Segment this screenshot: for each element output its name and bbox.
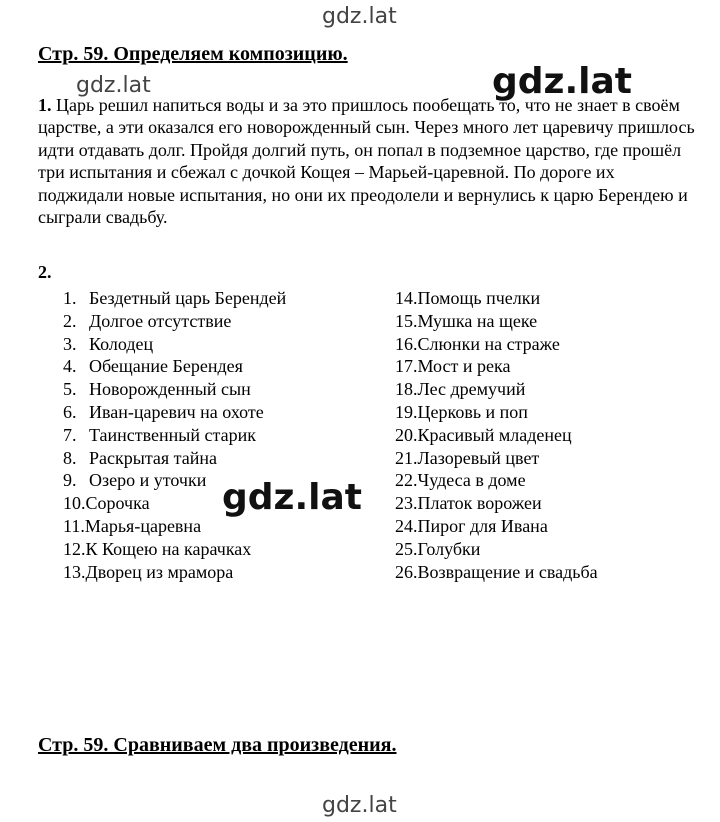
- plan-item-number: 15.: [395, 310, 418, 331]
- plan-item: [395, 561, 598, 584]
- plan-item: [63, 287, 286, 310]
- plan-item: [395, 469, 598, 492]
- answer-number-1: 1.: [38, 95, 52, 115]
- plan-item-number: 13.: [63, 561, 86, 582]
- plan-item-text: Бездетный царь Берендей: [89, 288, 287, 308]
- plan-item: [63, 378, 286, 401]
- plan-item-number: 24.: [395, 515, 418, 536]
- answer-number-2: 2.: [38, 262, 52, 282]
- plan-item-text: Раскрытая тайна: [89, 447, 218, 468]
- plan-item-number: 14.: [395, 288, 418, 308]
- plan-item-text: Иван-царевич на охоте: [89, 401, 264, 422]
- plan-item-text: Церковь и поп: [417, 401, 528, 422]
- watermark-top: gdz.lat: [322, 4, 397, 29]
- plan-item: [395, 378, 598, 401]
- plan-item-text: Голубки: [417, 538, 481, 559]
- plan-item-text: Долгое отсутствие: [89, 310, 232, 331]
- plan-item-number: 21.: [395, 447, 418, 468]
- plan-item-number: 7.: [63, 424, 77, 445]
- plan-item: [63, 333, 286, 356]
- plan-item-text: Пирог для Ивана: [417, 515, 548, 536]
- plan-item-text: Сорочка: [85, 493, 150, 514]
- plan-item-number: 2.: [63, 310, 77, 331]
- plan-item-text: Таинственный старик: [89, 424, 256, 445]
- plan-item: [395, 538, 598, 561]
- plan-item-number: 26.: [395, 561, 418, 582]
- plan-item-text: Возвращение и свадьба: [417, 561, 598, 582]
- plan-list-left: [63, 287, 286, 583]
- plan-item-text: Марья-царевна: [84, 515, 202, 536]
- plan-item-text: Дворец из мрамора: [85, 561, 234, 582]
- plan-item-text: Лес дремучий: [417, 379, 526, 400]
- answer-paragraph-1: [38, 94, 700, 228]
- plan-item: [63, 447, 286, 470]
- plan-item: [63, 401, 286, 424]
- plan-item-number: 10.: [63, 493, 86, 514]
- answer-text-1: Царь решил напиться воды и за это пришлось пообещать то, что не знает в своём царстве, а эти оказался его новорожденный сын. Через много лет царевичу пришлось идти отдавать долг. Пройдя долгий путь, он попал в подземное царство, где прошёл три испытания и сбежал с дочкой Кощея – Марьей-царевной. По дороге их поджидали новые испытания, но они их преодолели и вернулись к царю Берендею и сыграли свадьбу.: [38, 95, 695, 228]
- plan-item-text: Обещание Берендея: [89, 356, 243, 377]
- plan-item: [395, 355, 598, 378]
- plan-item-text: Платок ворожеи: [417, 493, 542, 514]
- plan-item-text: Колодец: [89, 333, 154, 354]
- plan-item-text: Помощь пчелки: [417, 288, 541, 308]
- plan-item-number: 11.: [63, 515, 85, 536]
- plan-item: [63, 515, 286, 538]
- watermark-bottom: gdz.lat: [322, 793, 397, 818]
- watermark-right: gdz.lat: [492, 61, 633, 102]
- plan-item-text: Красивый младенец: [417, 424, 572, 445]
- plan-item-text: Слюнки на страже: [417, 333, 560, 354]
- plan-item-number: 25.: [395, 538, 418, 559]
- plan-item: [395, 447, 598, 470]
- plan-item-number: 19.: [395, 401, 418, 422]
- plan-item-number: 4.: [63, 356, 77, 377]
- plan-item: [63, 561, 286, 584]
- watermark-center: gdz.lat: [222, 477, 363, 518]
- plan-list-right: [395, 287, 598, 583]
- plan-item: [63, 310, 286, 333]
- plan-item-number: 23.: [395, 493, 418, 514]
- plan-item-number: 1.: [63, 288, 77, 308]
- plan-item-number: 9.: [63, 470, 77, 491]
- plan-item-number: 22.: [395, 470, 418, 491]
- watermark-left: gdz.lat: [76, 73, 151, 98]
- plan-item-number: 17.: [395, 356, 418, 377]
- plan-item-number: 12.: [63, 538, 86, 559]
- plan-item: [395, 424, 598, 447]
- plan-item: [395, 515, 598, 538]
- plan-item: [63, 424, 286, 447]
- plan-item-number: 16.: [395, 333, 418, 354]
- plan-item: [395, 310, 598, 333]
- plan-item: [63, 355, 286, 378]
- plan-item-text: К Кощею на карачках: [85, 538, 252, 559]
- plan-item-text: Лазоревый цвет: [417, 447, 540, 468]
- section-heading-comparison: Стр. 59. Сравниваем два произведения.: [38, 734, 397, 756]
- plan-item-text: Новорожденный сын: [89, 379, 251, 400]
- plan-item: [395, 333, 598, 356]
- plan-item-number: 20.: [395, 424, 418, 445]
- plan-item-text: Озеро и уточки: [89, 470, 207, 491]
- plan-item-number: 3.: [63, 333, 77, 354]
- plan-item-text: Мушка на щеке: [417, 310, 538, 331]
- plan-item-number: 6.: [63, 401, 77, 422]
- plan-item-number: 18.: [395, 379, 418, 400]
- plan-item: [395, 492, 598, 515]
- plan-item: [63, 538, 286, 561]
- plan-item: [395, 401, 598, 424]
- plan-item: [395, 287, 598, 310]
- plan-item-number: 5.: [63, 379, 77, 400]
- plan-item-text: Чудеса в доме: [417, 470, 526, 491]
- section-heading-composition: Стр. 59. Определяем композицию.: [38, 43, 348, 65]
- plan-item-number: 8.: [63, 447, 77, 468]
- plan-item-text: Мост и река: [417, 356, 511, 377]
